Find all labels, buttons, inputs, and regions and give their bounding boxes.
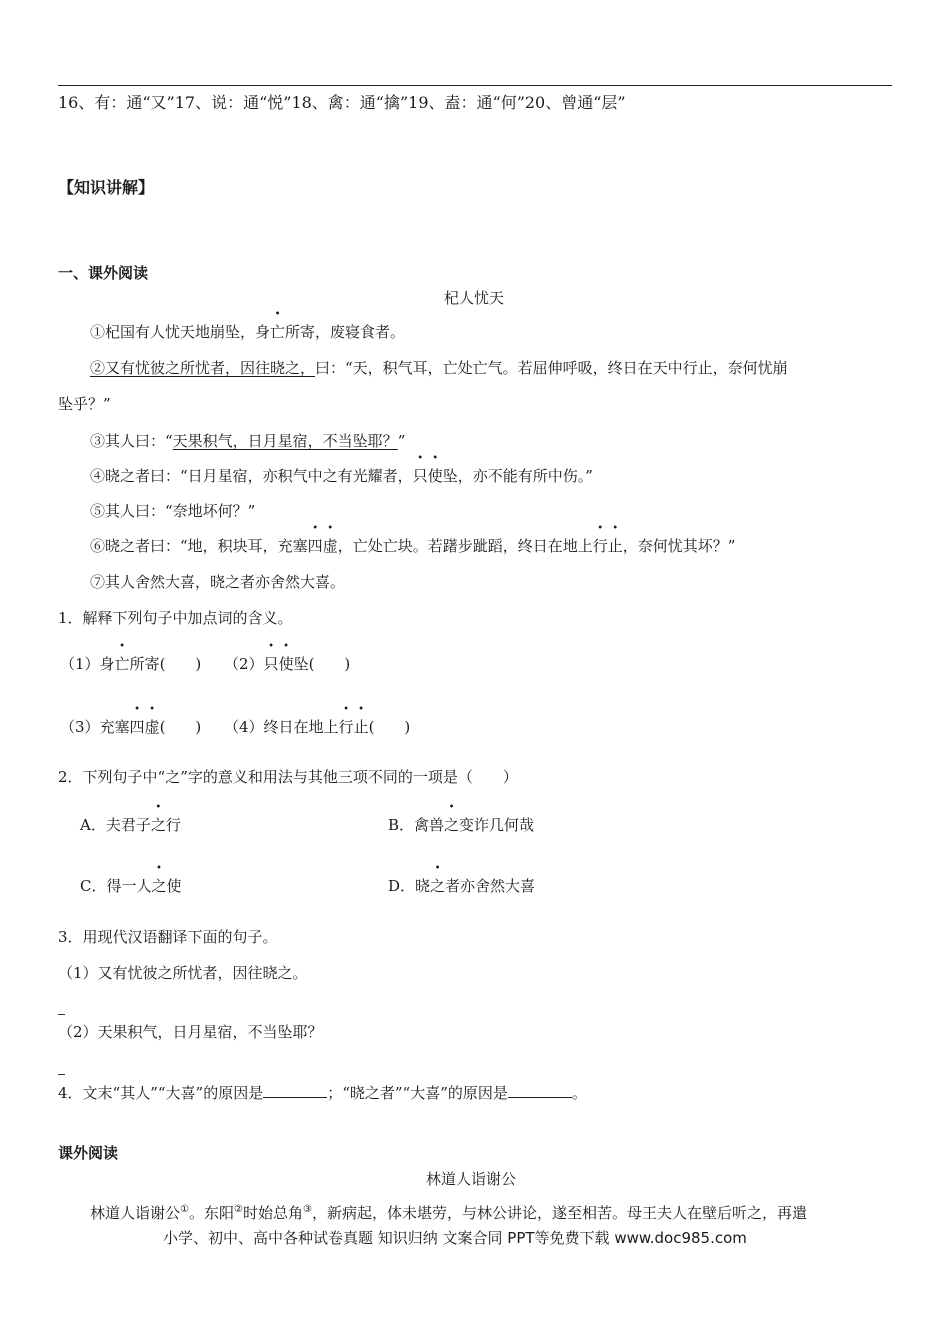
passage-line-7: ⑦其人舍然大喜，晓之者亦舍然大喜。 — [90, 573, 346, 591]
fill-blank — [263, 1083, 327, 1098]
dotted-char: 行 — [592, 537, 608, 555]
reading2-line-1: 林道人诣谢公①。东阳②时始总角③，新病起，体未堪劳，与林公讲论，遂至相苦。母王夫人在壁后听之，再遣 — [90, 1204, 807, 1222]
reading2-title: 林道人诣谢公 — [426, 1170, 517, 1188]
fill-blank — [508, 1083, 572, 1098]
q1-item-1: （1）身亡所寄( ) — [60, 655, 202, 673]
q3-sentence-2: （2）天果积气，日月星宿，不当坠耶？ — [58, 1023, 323, 1041]
passage-line-2-cont: 坠乎？” — [58, 395, 111, 413]
underlined-sentence: ②又有忧彼之所忧者，因往晓之， — [90, 359, 316, 377]
dotted-char: 只 — [412, 467, 428, 485]
dotted-char: 四 — [307, 537, 323, 555]
passage-line-5: ⑤其人曰：“奈地坏何？” — [90, 502, 256, 520]
dotted-char: 之 — [444, 816, 460, 834]
reading1-title: 杞人忧天 — [444, 289, 505, 307]
underlined-sentence: 天果积气，日月星宿，不当坠耶？ — [172, 432, 398, 450]
answer-line — [58, 1014, 65, 1015]
dotted-char: 使 — [427, 467, 443, 485]
dotted-char: 之 — [150, 816, 166, 834]
dotted-char: 亡 — [114, 655, 130, 673]
answer-line — [58, 1074, 65, 1075]
q1-item-3: （3）充塞四虚( ) — [60, 718, 202, 736]
dotted-char: 止 — [607, 537, 623, 555]
passage-line-3: ③其人曰：“天果积气，日月星宿，不当坠耶？” — [90, 432, 406, 450]
top-rule — [58, 85, 892, 86]
passage-line-4: ④晓之者曰：“日月星宿，亦积气中之有光耀者，只使坠，亦不能有所中伤。” — [90, 467, 593, 485]
q3-stem: 3．用现代汉语翻译下面的句子。 — [58, 928, 278, 946]
passage-line-2: ②又有忧彼之所忧者，因往晓之，曰：“天，积气耳，亡处亡气。若屈伸呼吸，终日在天中行止，奈何忧崩 — [90, 359, 788, 377]
dotted-char: 只 — [263, 655, 279, 673]
q1-item-2: （2）只使坠( ) — [224, 655, 351, 673]
dotted-char: 四 — [129, 718, 145, 736]
section-title: 【知识讲解】 — [58, 178, 155, 197]
reading2-heading: 课外阅读 — [58, 1144, 119, 1162]
q3-sentence-1: （1）又有忧彼之所忧者，因往晓之。 — [58, 964, 308, 982]
reading1-heading: 一、课外阅读 — [58, 264, 149, 282]
dotted-char: 虚 — [144, 718, 160, 736]
q2-option-c: C．得一人之使 — [80, 877, 182, 895]
dotted-char: 亡 — [270, 323, 286, 341]
header-line: 16、有：通“又”17、说：通“悦”18、禽：通“擒”19、盍：通“何”20、曾通“层” — [58, 93, 626, 112]
footer-text: 小学、初中、高中各种试卷真题 知识归纳 文案合同 PPT等免费下载 www.doc985.com — [163, 1229, 747, 1247]
dotted-char: 使 — [278, 655, 294, 673]
q2-stem: 2．下列句子中“之”字的意义和用法与其他三项不同的一项是（ ） — [58, 768, 518, 786]
passage-line-1: ①杞国有人忧天地崩坠，身亡所寄，废寝食者。 — [90, 323, 406, 341]
q1-item-4: （4）终日在地上行止( ) — [224, 718, 411, 736]
q1-stem: 1．解释下列句子中加点词的含义。 — [58, 609, 293, 627]
dotted-char: 虚 — [322, 537, 338, 555]
dotted-char: 止 — [353, 718, 369, 736]
dotted-char: 之 — [430, 877, 446, 895]
passage-line-6: ⑥晓之者曰：“地，积块耳，充塞四虚，亡处亡块。若躇步跐蹈，终日在地上行止，奈何忧其坏？” — [90, 537, 736, 555]
dotted-char: 之 — [151, 877, 167, 895]
q4-line: 4．文末“其人”“大喜”的原因是 ；“晓之者”“大喜”的原因是 。 — [58, 1084, 587, 1102]
dotted-char: 行 — [338, 718, 354, 736]
q2-option-b: B．禽兽之变诈几何哉 — [388, 816, 535, 834]
q2-option-d: D．晓之者亦舍然大喜 — [388, 877, 536, 895]
q2-option-a: A．夫君子之行 — [80, 816, 181, 834]
